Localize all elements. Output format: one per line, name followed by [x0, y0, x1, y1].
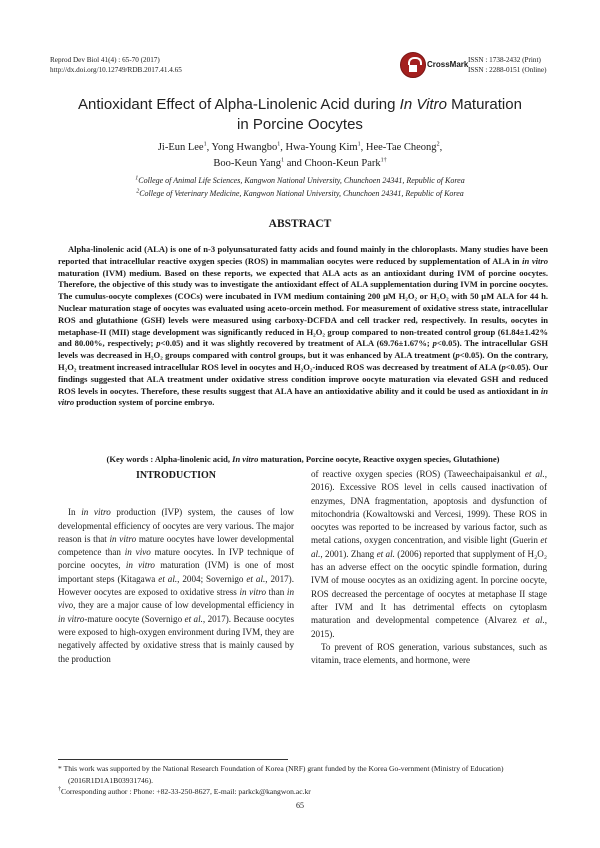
doi-link[interactable]: http://dx.doi.org/10.12749/RDB.2017.41.4.65	[50, 66, 182, 74]
author: Yong Hwangbo$^1$	[211, 141, 281, 153]
right-column	[311, 468, 547, 667]
footnote-divider	[58, 759, 288, 760]
journal-line: Reprod Dev Biol 41(4) : 65-70 (2017)	[50, 56, 160, 64]
crossmark-badge[interactable]	[400, 52, 469, 80]
abstract-heading: ABSTRACT	[268, 218, 332, 230]
issn-online: ISSN : 2288-0151 (Online)	[468, 66, 547, 74]
keywords: (Key words : Alpha-linolenic acid, In vitro maturation, Porcine oocyte, Reactive oxygen species, Glutathione)	[106, 454, 500, 464]
author: Ji-Eun Lee$^1$	[157, 141, 207, 153]
title-line-2: in Porcine Oocytes	[237, 116, 363, 133]
introduction-heading: INTRODUCTION	[135, 470, 216, 481]
affiliation: $^1$College of Animal Life Sciences, Kangwon National University, Chunchoen 24341, Republic of Korea	[135, 175, 465, 185]
author: Hee-Tae Cheong$^2$	[365, 141, 440, 153]
intro-paragraph: To prevent of ROS generation, various substances, such as vitamin, trace elements, and hormone, were	[311, 641, 547, 666]
abstract-body: Alpha-linolenic acid (ALA) is one of n-3 polyunsaturated fatty acids and found mainly in the chloroplasts. Many studies have been reported that intracellular reactive oxygen species (ROS) in mammalian oocytes were reduced by supplementation of ALA in in vitro maturation (IVM) medium. Based on these reports, we expected that ALA acts as an antioxidant during IVM of porcine oocytes. Therefore, the objective of this study was to investigate the antioxidant effect of ALA supplementation during IVM in porcine oocytes. The cumulus-oocyte complexes (COCs) were incubated in IVM medium containing 200 μM H₂O₂ or H₂O₂ with 50 μM ALA for 44 h. Nuclear maturation stage of oocytes was evaluated using aceto-orcein method. For measurement of oxidative stress state, intracellular ROS and glutathione (GSH) levels were measured using carboxy-DCFDA and cell tracker red, respectively. In results, oocytes in metaphase-II (MII) stage development was significantly reduced in H₂O₂ group compared to non-treated control group (61.84±1.42% and 80.00%, respectively; p<0.05) and it was slightly recovered by treatment of ALA (69.76±1.67%; p<0.05). The intracellular GSH levels was decreased in H₂O₂ groups compared with control groups, but it was enhanced by ALA treatment (p<0.05). On the contrary, H₂O₂ treatment increased intracellular ROS level in oocytes and H₂O₂-induced ROS was decreased by treatment of ALA (p<0.05). Our findings suggested that ALA treatment under oxidative stress condition improve oocyte maturation via elevated GSH and reduced ROS levels in oocytes. Therefore, these results suggest that ALA have an antioxidative ability and it could be used as antioxidant in in vitro production system of porcine embryo.	[58, 244, 549, 408]
title-italic: In Vitro	[399, 96, 447, 113]
affiliations	[40, 174, 560, 200]
journal-citation	[50, 55, 182, 75]
title-text: Antioxidant Effect of Alpha-Linolenic Acid during	[78, 96, 400, 113]
author: Boo-Keun Yang$^1$	[213, 157, 285, 169]
crossmark-label: CrossMark	[427, 60, 469, 69]
author: Choon-Keun Park$^{1\dagger}$	[304, 157, 387, 169]
title-text: Maturation	[446, 96, 522, 113]
corresponding-author-footnote: †Corresponding author : Phone: +82-33-250-8627, E-mail: parkck@kangwon.ac.kr	[58, 786, 311, 796]
article-title	[40, 95, 560, 135]
intro-paragraph: In in vitro production (IVP) system, the causes of low developmental efficiency of oocytes are very various. The major reason is that in vitro mature oocytes have lower developmental competence than in vivo mature oocytes. In IVP technique of porcine oocytes, in vitro maturation (IVM) is one of most important steps (Kitagawa et al., 2004; Sovernigo et al., 2017). However oocytes are exposed to oxidative stress in vitro than in vivo, they are a major cause of low developmental efficiency in in vitro-mature oocyte (Sovernigo et al., 2017). Because oocytes were exposed to high-oxygen environment during IVM, they are negatively affected by oxidative stress that is mainly caused by the production	[58, 507, 295, 664]
author: Hwa-Young Kim$^1$	[285, 141, 361, 153]
footnotes	[58, 763, 548, 798]
issn-print: ISSN : 1738-2432 (Print)	[468, 56, 541, 64]
page-number: 65	[296, 801, 304, 810]
intro-paragraph: of reactive oxygen species (ROS) (Taweechaipaisankul et al., 2016). Excessive ROS level in cells caused inactivation of enzymes, DNA fragmentation, apoptosis and dysfunction of mitochondria (Kowaltowski and Vercesi, 1999). These ROS in oocytes was reported to be increased by various factor, such as metal cations, oxygen concentration, and visible light (Guerin et al., 2001). Zhang et al. (2006) reported that supplyment of H₂O₂ has an adverse effect on the oocytic spindle formation, during IVM of mouse oocytes as an oxidizing agent. In porcine oocyte, ROS decreased the percentage of oocytes at metaphase II stage after IVM and It has detrimental effects on cytoplasm maturation and developmental competence (Alvarez et al., 2015).	[311, 469, 547, 639]
affiliation: $^2$College of Veterinary Medicine, Kangwon National University, Chunchoen 24341, Republic of Korea	[136, 188, 464, 198]
crossmark-icon	[400, 52, 426, 78]
funding-footnote: * This work was supported by the National Research Foundation of Korea (NRF) grant funded by the Korea Go-vernment (Ministry of Education) (2016R1D1A1B03931746).	[58, 764, 504, 785]
issn-info	[468, 55, 546, 75]
author-list: Ji-Eun Lee$^1$, Yong Hwangbo$^1$, Hwa-Young Kim$^1$, Hee-Tae Cheong$^2$, Boo-Keun Yang$^1$ and Choon-Keun Park$^{1\dagger}$	[157, 141, 443, 169]
left-column	[58, 468, 294, 666]
